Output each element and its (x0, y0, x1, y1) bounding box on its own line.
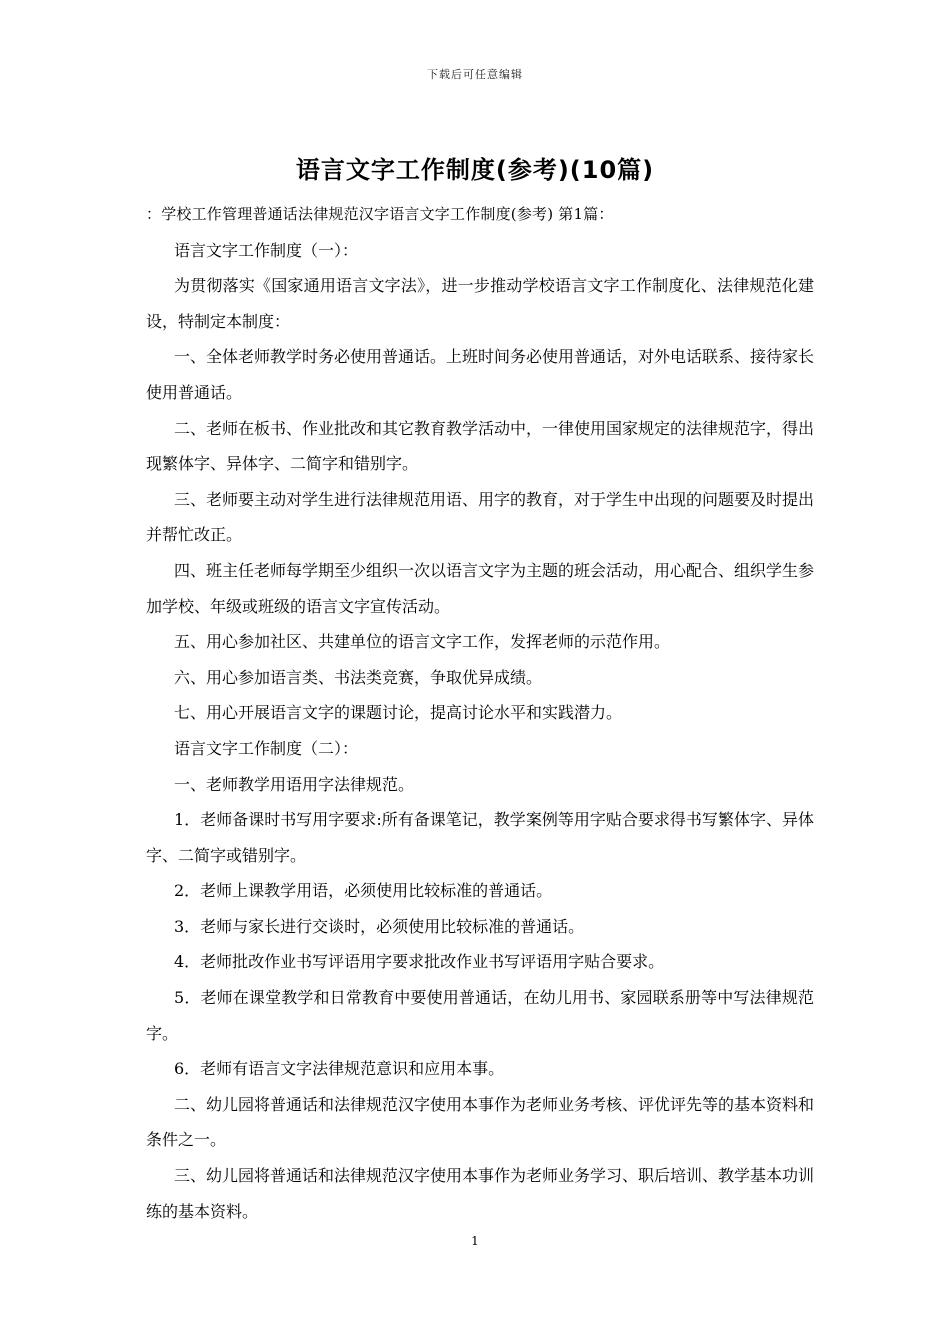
intro-line: ：学校工作管理普通话法律规范汉字语言文字工作制度(参考) 第1篇： (146, 205, 614, 223)
paragraph: 三、幼儿园将普通话和法律规范汉字使用本事作为老师业务学习、职后培训、教学基本功训练的基本资料。 (146, 1166, 815, 1221)
header-note: 下载后可任意编辑 (427, 68, 523, 81)
paragraph: 语言文字工作制度（一）： (174, 240, 359, 260)
paragraph: 二、老师在板书、作业批改和其它教育教学活动中，一律使用国家规定的法律规范字，得出现繁体字、异体字、二简字和错别字。 (146, 418, 815, 474)
paragraph: 一、老师教学用语用字法律规范。 (174, 774, 415, 794)
paragraph: 1．老师备课时书写用字要求:所有备课笔记，教学案例等用字贴合要求得书写繁体字、异体字、二简字或错别字。 (146, 810, 814, 865)
document-title: 语言文字工作制度(参考)(10篇) (295, 156, 655, 184)
paragraph: 为贯彻落实《国家通用语言文字法》，进一步推动学校语言文字工作制度化、法律规范化建设，特制定本制度： (146, 276, 814, 331)
document-body (146, 197, 814, 1229)
paragraph: 5．老师在课堂教学和日常教育中要使用普通话，在幼儿用书、家园联系册等中写法律规范字。 (146, 988, 814, 1043)
paragraph: 四、班主任老师每学期至少组织一次以语言文字为主题的班会活动，用心配合、组织学生参加学校、年级或班级的语言文字宣传活动。 (146, 560, 815, 616)
page-number: 1 (471, 1234, 479, 1248)
paragraph: 二、幼儿园将普通话和法律规范汉字使用本事作为老师业务考核、评优评先等的基本资料和条件之一。 (146, 1094, 815, 1150)
paragraph: 三、老师要主动对学生进行法律规范用语、用字的教育，对于学生中出现的问题要及时提出并帮忙改正。 (146, 489, 815, 545)
paragraph: 六、用心参加语言类、书法类竞赛，争取优异成绩。 (174, 667, 543, 687)
paragraph: 语言文字工作制度（二）： (174, 738, 359, 758)
paragraph: 七、用心开展语言文字的课题讨论，提高讨论水平和实践潜力。 (174, 703, 623, 723)
paragraph: 3．老师与家长进行交谈时，必须使用比较标准的普通话。 (174, 916, 585, 936)
paragraph: 一、全体老师教学时务必使用普通话。上班时间务必使用普通话，对外电话联系、接待家长使用普通话。 (146, 347, 815, 402)
paragraph: 五、用心参加社区、共建单位的语言文字工作，发挥老师的示范作用。 (174, 632, 671, 652)
paragraph: 6．老师有语言文字法律规范意识和应用本事。 (174, 1059, 505, 1079)
paragraph: 2．老师上课教学用语，必须使用比较标准的普通话。 (174, 881, 553, 901)
paragraph: 4．老师批改作业书写评语用字要求批改作业书写评语用字贴合要求。 (174, 952, 665, 972)
